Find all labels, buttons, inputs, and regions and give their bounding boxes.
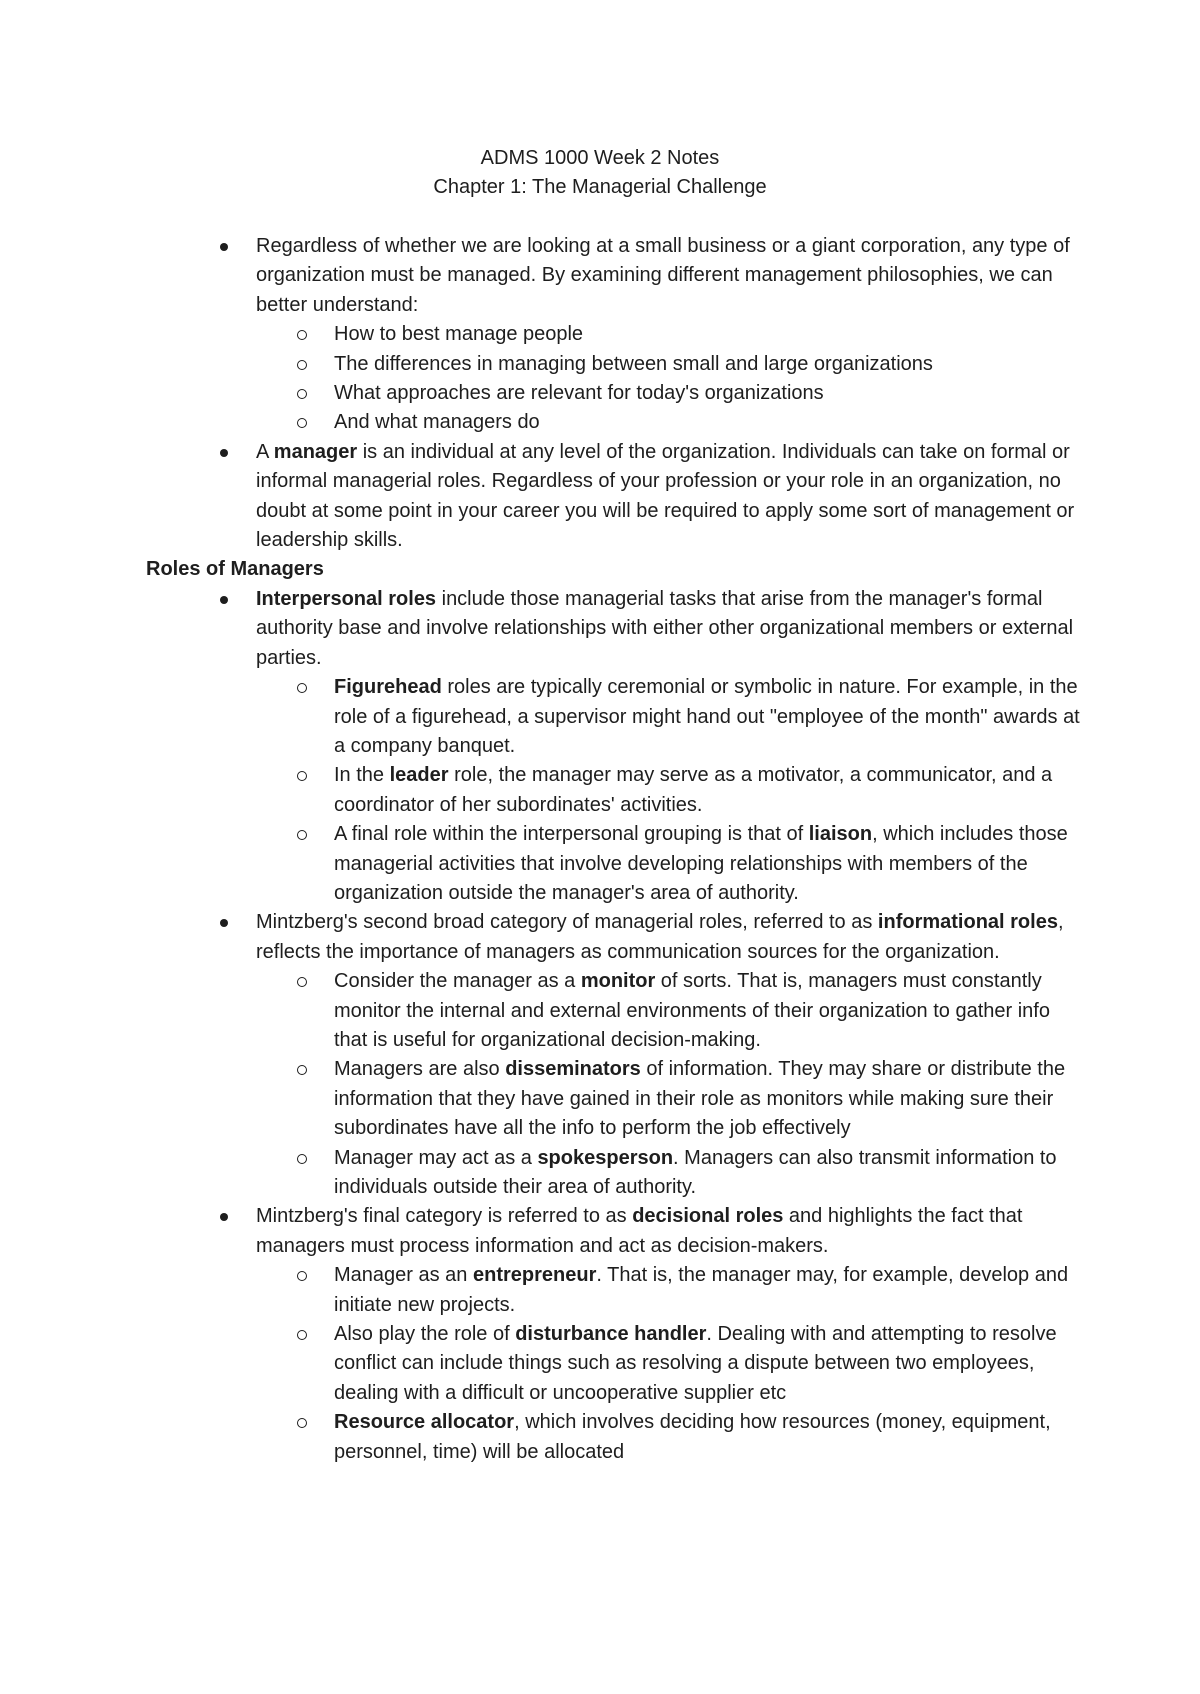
circle-bullet-icon (297, 1154, 307, 1164)
list-item: Manager may act as a spokesperson. Managers can also transmit information to individuals outside their area of authority. (146, 1144, 1086, 1203)
circle-bullet-icon (297, 771, 307, 781)
key-term: entrepreneur (472, 1264, 597, 1287)
list-item: Mintzberg's final category is referred to as decisional roles and highlights the fact that managers must process information and act as decision-makers. (146, 1202, 1086, 1261)
list-item: The differences in managing between small and large organizations (146, 350, 1086, 379)
intro-list (146, 232, 1086, 555)
bullet-icon (220, 919, 228, 927)
list-item: Interpersonal roles include those managerial tasks that arise from the manager's formal authority base and involve relationships with either other organizational members or external parties. (146, 585, 1086, 673)
bullet-icon (220, 596, 228, 604)
list-item: How to best manage people (146, 320, 1086, 349)
list-item: Consider the manager as a monitor of sorts. That is, managers must constantly monitor the internal and external environments of their organization to gather info that is useful for organizational decision-making. (146, 967, 1086, 1055)
list-item: What approaches are relevant for today's organizations (146, 379, 1086, 408)
section-heading: Roles of Managers (146, 558, 324, 581)
key-term: leader (389, 764, 449, 787)
key-term: disturbance handler (515, 1323, 707, 1346)
circle-bullet-icon (297, 683, 307, 693)
circle-bullet-icon (297, 1418, 307, 1428)
list-item: And what managers do (146, 408, 1086, 437)
key-term: monitor (580, 970, 656, 993)
bullet-icon (220, 243, 228, 251)
list-item: Managers are also disseminators of information. They may share or distribute the information that they have gained in their role as monitors while making sure their subordinates have all the info to perform the job effectively (146, 1055, 1086, 1143)
list-item: Mintzberg's second broad category of managerial roles, referred to as informational roles, reflects the importance of managers as communication sources for the organization. (146, 908, 1086, 967)
circle-bullet-icon (297, 389, 307, 399)
list-item: A manager is an individual at any level of the organization. Individuals can take on formal or informal managerial roles. Regardless of your profession or your role in an organization, no doubt at some point in your career you will be required to apply some sort of management or leadership skills. (146, 438, 1086, 556)
circle-bullet-icon (297, 1330, 307, 1340)
roles-list (146, 585, 1086, 1467)
list-item: Manager as an entrepreneur. That is, the manager may, for example, develop and initiate new projects. (146, 1261, 1086, 1320)
bullet-icon (220, 449, 228, 457)
key-term: informational roles (877, 911, 1058, 934)
circle-bullet-icon (297, 1271, 307, 1281)
notes-body (146, 232, 1086, 1467)
key-term: manager (273, 440, 358, 463)
list-item: Resource allocator, which involves deciding how resources (money, equipment, personnel, time) will be allocated (146, 1408, 1086, 1467)
key-term: Interpersonal roles (256, 587, 437, 610)
key-term: Figurehead (334, 676, 442, 699)
list-item: In the leader role, the manager may serve as a motivator, a communicator, and a coordinator of her subordinates' activities. (146, 761, 1086, 820)
circle-bullet-icon (297, 1065, 307, 1075)
key-term: liaison (808, 823, 873, 846)
circle-bullet-icon (297, 330, 307, 340)
circle-bullet-icon (297, 418, 307, 428)
circle-bullet-icon (297, 360, 307, 370)
bullet-icon (220, 1213, 228, 1221)
key-term: disseminators (505, 1058, 641, 1081)
document-title: ADMS 1000 Week 2 Notes (480, 147, 720, 169)
list-item: Figurehead roles are typically ceremonial or symbolic in nature. For example, in the role of a figurehead, a supervisor might hand out "employee of the month" awards at a company banquet. (146, 673, 1086, 761)
list-item: Regardless of whether we are looking at a small business or a giant corporation, any type of organization must be managed. By examining different management philosophies, we can better understand: (146, 232, 1086, 320)
list-item: A final role within the interpersonal grouping is that of liaison, which includes those managerial activities that involve developing relationships with members of the organization outside the manager's area of authority. (146, 820, 1086, 908)
list-item: Also play the role of disturbance handler. Dealing with and attempting to resolve conflict can include things such as resolving a dispute between two employees, dealing with a difficult or uncooperative supplier etc (146, 1320, 1086, 1408)
key-term: spokesperson (537, 1146, 674, 1169)
document-subtitle: Chapter 1: The Managerial Challenge (433, 176, 767, 198)
circle-bullet-icon (297, 830, 307, 840)
key-term: Resource allocator (334, 1411, 515, 1434)
circle-bullet-icon (297, 977, 307, 987)
key-term: decisional roles (632, 1205, 784, 1228)
